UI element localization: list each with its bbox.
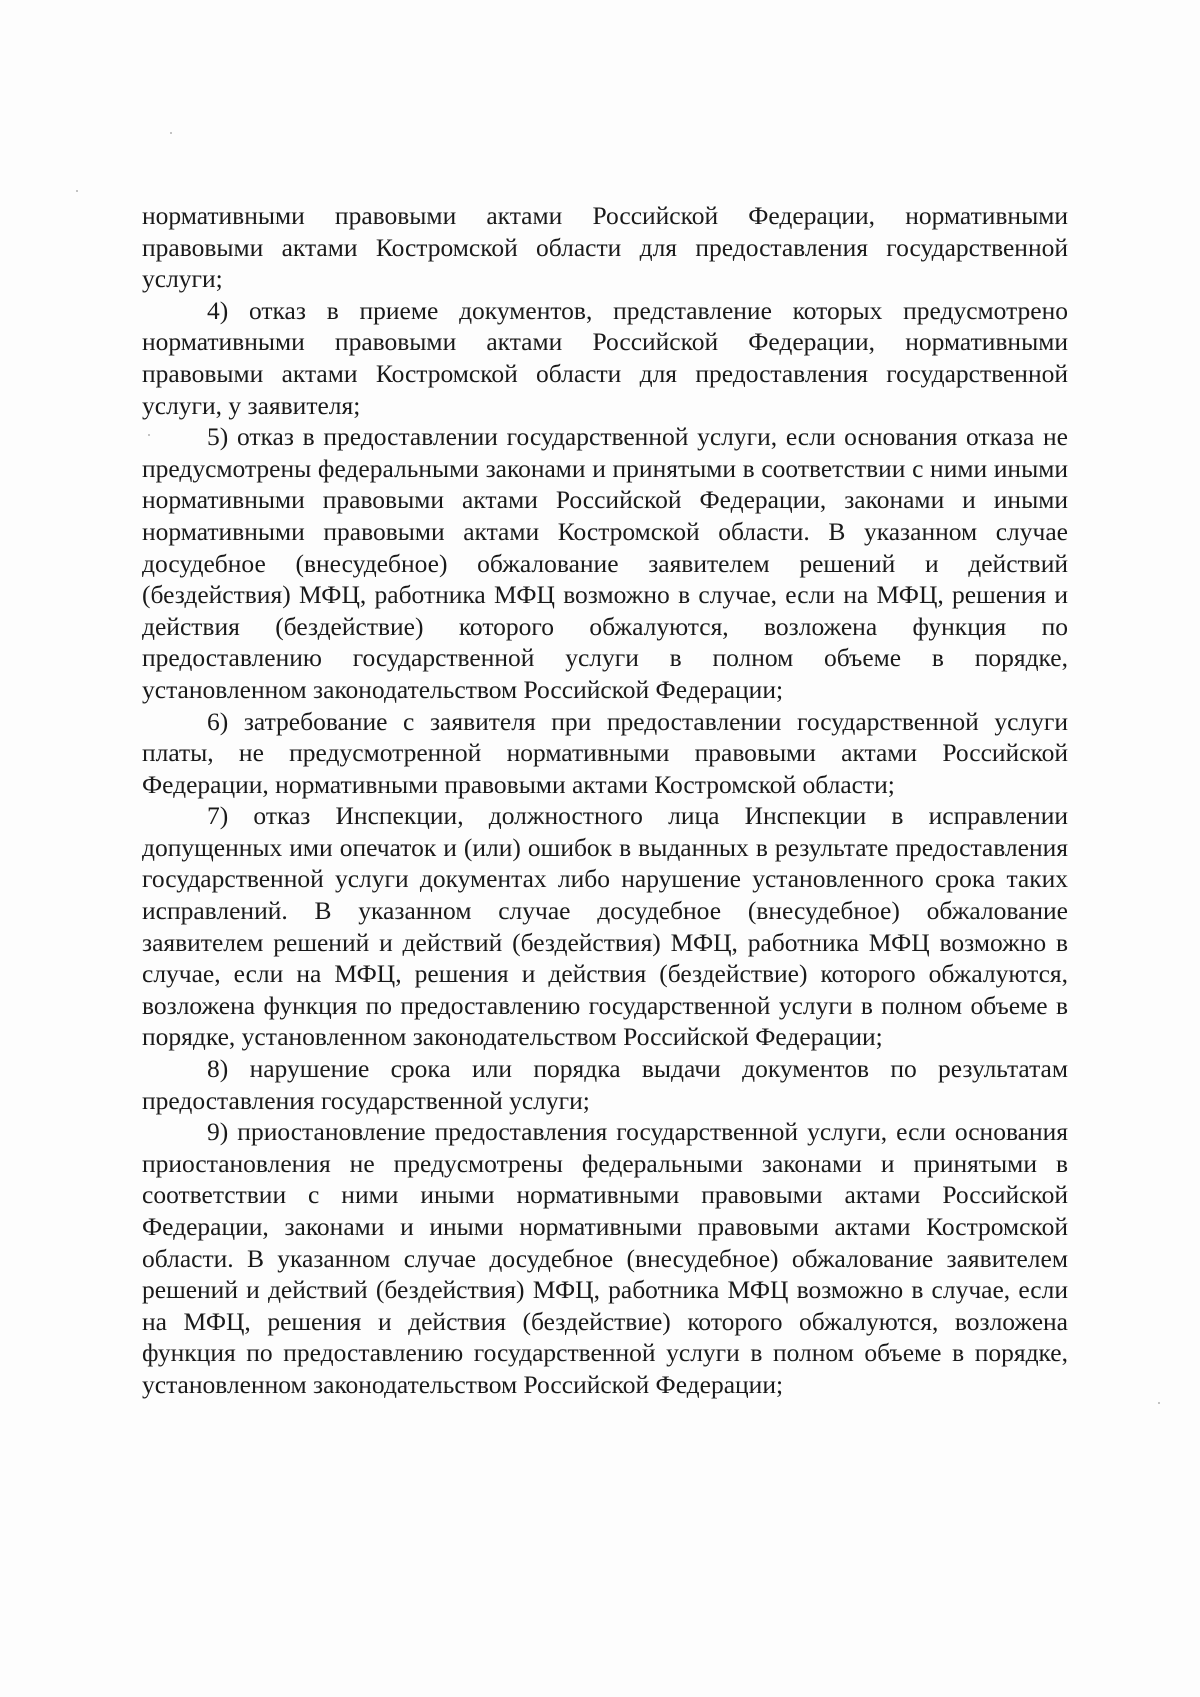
scan-speck [170,132,172,134]
paragraph-item-7: 7) отказ Инспекции, должностного лица Инспекции в исправлении допущенных ими опечаток и (или) ошибок в выданных в результате предоставления государственной услуги документах либо нарушение установленного срока таких исправлений. В указанном случае досудебное (внесудебное) обжалование заявителем решений и действий (бездействия) МФЦ, работника МФЦ возможно в случае, если на МФЦ, решения и действия (бездействие) которого обжалуются, возложена функция по предоставлению государственной услуги в полном объеме в порядке, установленном законодательством Российской Федерации; [142,801,1068,1052]
paragraph-continuation: нормативными правовыми актами Российской Федерации, нормативными правовыми актами Костромской области для предоставления государственной услуги; [142,201,1068,294]
paragraph-item-6: 6) затребование с заявителя при предоставлении государственной услуги платы, не предусмотренной нормативными правовыми актами Российской Федерации, нормативными правовыми актами Костромской области; [142,706,1068,799]
paragraph-item-9: 9) приостановление предоставления государственной услуги, если основания приостановления не предусмотрены федеральными законами и принятыми в соответствии с ними иными нормативными правовыми актами Российской Федерации, законами и иными нормативными правовыми актами Костромской области. В указанном случае досудебное (внесудебное) обжалование заявителем решений и действий (бездействия) МФЦ, работника МФЦ возможно в случае, если на МФЦ, решения и действия (бездействие) которого обжалуются, возложена функция по предоставлению государственной услуги в полном объеме в порядке, установленном законодательством Российской Федерации; [142,1117,1068,1399]
scan-speck [76,190,78,192]
scan-speck [1158,1402,1160,1404]
document-body [142,200,1068,1401]
paragraph-item-4: 4) отказ в приеме документов, представление которых предусмотрено нормативными правовыми актами Российской Федерации, нормативными правовыми актами Костромской области для предоставления государственной услуги, у заявителя; [142,295,1068,420]
paragraph-item-5: 5) отказ в предоставлении государственной услуги, если основания отказа не предусмотрены федеральными законами и принятыми в соответствии с ними иными нормативными правовыми актами Российской Федерации, законами и иными нормативными правовыми актами Костромской области. В указанном случае досудебное (внесудебное) обжалование заявителем решений и действий (бездействия) МФЦ, работника МФЦ возможно в случае, если на МФЦ, решения и действия (бездействие) которого обжалуются, возложена функция по предоставлению государственной услуги в полном объеме в порядке, установленном законодательством Российской Федерации; [142,422,1068,704]
paragraph-item-8: 8) нарушение срока или порядка выдачи документов по результатам предоставления государственной услуги; [142,1054,1068,1115]
